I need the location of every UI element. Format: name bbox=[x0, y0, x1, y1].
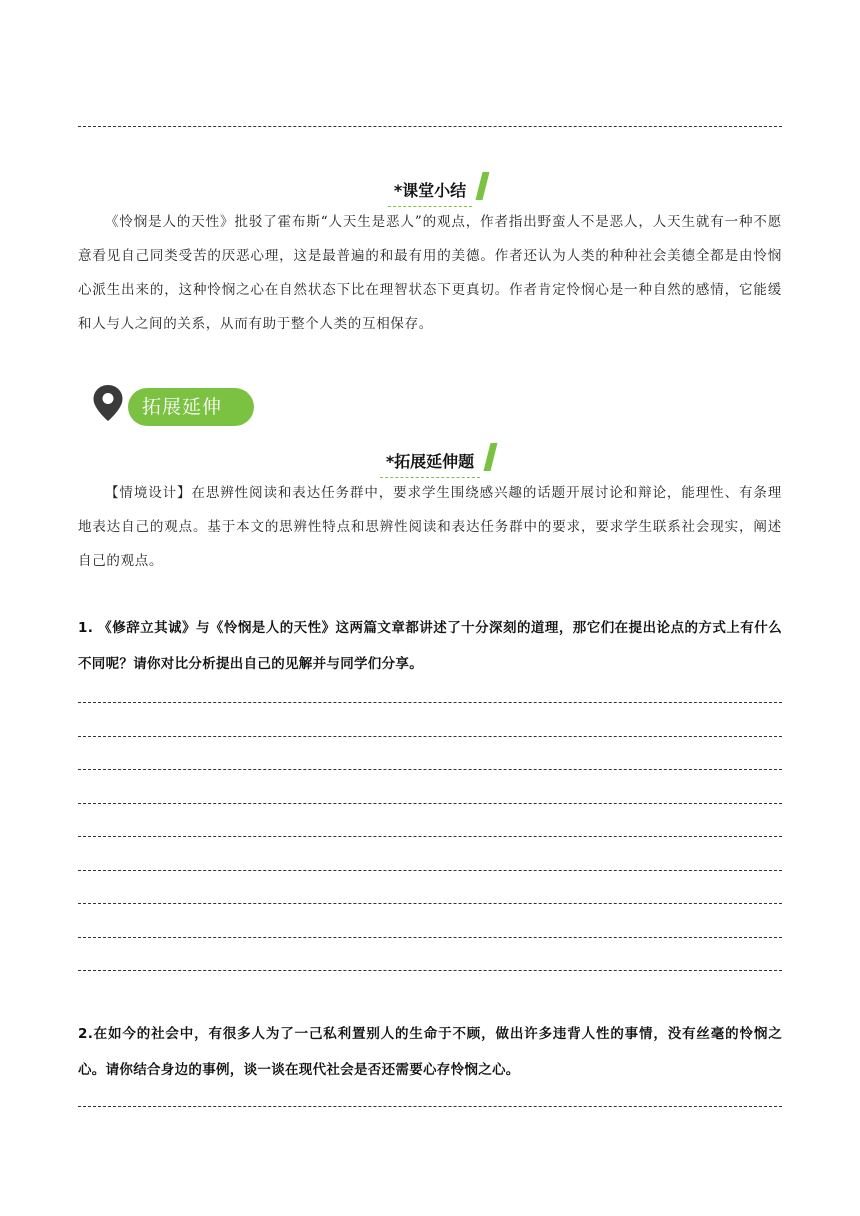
map-pin-icon bbox=[92, 384, 124, 422]
extension-banner-label: 拓展延伸 bbox=[128, 388, 254, 426]
accent-bar bbox=[484, 443, 498, 471]
answer-line[interactable] bbox=[78, 736, 782, 737]
answer-line bbox=[78, 126, 782, 127]
scenario-paragraph: 【情境设计】在思辨性阅读和表达任务群中，要求学生围绕感兴趣的话题开展讨论和辩论，能理性、有条理地表达自己的观点。基于本文的思辨性特点和思辨性阅读和表达任务群中的要求，要求学生联系社会现实，阐述自己的观点。 bbox=[78, 485, 782, 569]
accent-bar bbox=[476, 172, 490, 200]
summary-paragraph: 《怜悯是人的天性》批驳了霍布斯“人天生是恶人”的观点，作者指出野蛮人不是恶人，人天生就有一种不愿意看见自己同类受苦的厌恶心理，这是最普遍的和最有用的美德。作者还认为人类的种种社会美德全都是由怜悯心派生出来的，这种怜悯之心在自然状态下比在理智状态下更真切。作者肯定怜悯心是一种自然的感情，它能缓和人与人之间的关系，从而有助于整个人类的互相保存。 bbox=[78, 214, 782, 332]
question-2: 2.在如今的社会中，有很多人为了一己私利置别人的生命于不顾，做出许多违背人性的事情，没有丝毫的怜悯之心。请你结合身边的事例，谈一谈在现代社会是否还需要心存怜悯之心。 bbox=[78, 1026, 782, 1078]
answer-line[interactable] bbox=[78, 1106, 782, 1107]
answer-line[interactable] bbox=[78, 903, 782, 904]
extension-title-text: *拓展延伸题 bbox=[385, 452, 475, 471]
answer-line[interactable] bbox=[78, 769, 782, 770]
answer-line[interactable] bbox=[78, 937, 782, 938]
question-1: 1. 《修辞立其诚》与《怜悯是人的天性》这两篇文章都讲述了十分深刻的道理，那它们在提出论点的方式上有什么不同呢？请你对比分析提出自己的见解并与同学们分享。 bbox=[78, 620, 782, 672]
summary-title-text: *课堂小结 bbox=[393, 181, 467, 200]
answer-line[interactable] bbox=[78, 702, 782, 703]
extension-title bbox=[0, 449, 860, 472]
answer-line[interactable] bbox=[78, 803, 782, 804]
summary-title bbox=[0, 178, 860, 201]
extension-banner bbox=[92, 384, 262, 432]
answer-line[interactable] bbox=[78, 970, 782, 971]
answer-line[interactable] bbox=[78, 870, 782, 871]
answer-line[interactable] bbox=[78, 836, 782, 837]
